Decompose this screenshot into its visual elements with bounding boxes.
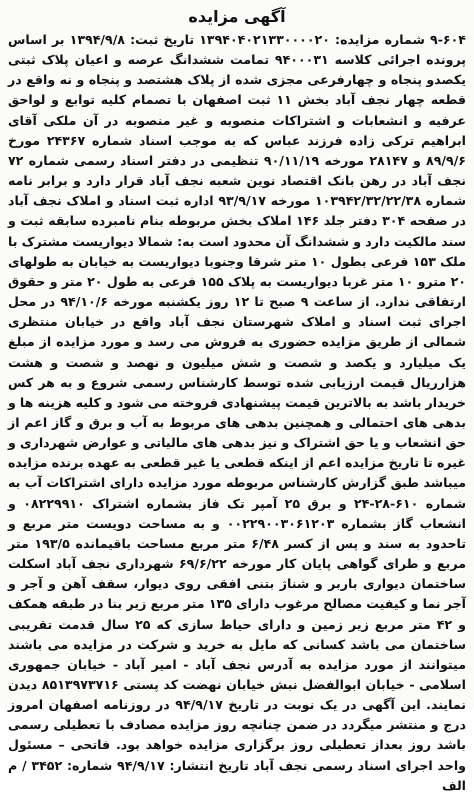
notice-title: آگهی مزایده [188,7,286,26]
notice-body: ۹-۶۰۴ شماره مزایده: ۱۳۹۴۰۴۰۲۱۳۳۰۰۰۰۲۰ تاریخ ثبت: ۱۳۹۴/۹/۸ بر اساس پرونده اجرائی کلاسه ۹۴۰۰۰۳۱ تمامت ششدانگ عرصه و اعیان پلاک ثبتی یکصدو پنجاه و چهارفرعی مجزی شده از پلاک هشتصد و پنجاه و نه واقع در قطعه چهار نجف آباد بخش ۱۱ ثبت اصفهان با تصمام کلیه توابع و لواحق عرفیه و انشعابات و اشتراکات منصوبه و غیر منصوبه در آن ملکی آقای ابراهیم ترکی زاده فرزند عباس که به موجب اسناد شماره ۲۴۳۶۷ مورخ ۸۹/۹/۶ و ۲۸۱۴۷ مورخه ۹۰/۱۱/۱۹ تنظیمی در دفتر اسناد رسمی شماره ۷۲ نجف آباد در رهن بانک اقتصاد نوین شعبه نجف آباد قرار دارد و برابر نامه شماره ۱۰۳۹۴۲/۳۲/۲۲/۳۸ مورخه ۹۳/۹/۱۷ اداره ثبت اسناد و املاک نجف آباد در صفحه ۳۰۴ دفتر جلد ۱۴۶ املاک بخش مربوطه بنام نامبرده سابقه ثبت و سند مالکیت دارد و ششدانگ آن محدود است به: شمالا دیواریست مشترک با ملک ۱۵۳ فرعی بطول ۱۰ متر شرقا وجنوبا دیواریست به خیابان به طولهای ۲۰ مترو ۱۰ متر غربا دیواریست به پلاک ۱۵۵ فرعی به طول ۲۰ متر و حقوق ارتفاقی ندارد. از ساعت ۹ صبح تا ۱۲ روز یکشنبه مورخه ۹۴/۱۰/۶ در محل اجرای ثبت اسناد و املاک شهرستان نجف آباد واقع در خیابان منتظری شمالی از طریق مزایده حضوری به فروش می رسد و مورد مزایده از مبلغ یک میلیارد و یکصد و شصت و شش میلیون و نهصد و شصت و هشت هزارریال قیمت ارزیابی شده توسط کارشناس رسمی شروع و به هر کس خریدار باشد به بالاترین قیمت پیشنهادی فروخته می شود و کلیه هزینه ها و بدهی های احتمالی و همچنین بدهی های مربوط به آب و برق و گاز اعم از حق انشعاب و یا حق اشتراک و نیز بدهی های مالیاتی و عوارض شهرداری و غیره تا تاریخ مزایده اعم از اینکه قطعی یا غیر قطعی به عهده برنده مزایده میباشد طبق گزارش کارشناس مربوطه مورد مزایده دارای اشتراکات آب به شماره ۶۱۰-۲۸-۲۴ و برق ۲۵ آمپر تک فاز بشماره اشتراک ۰۸۲۲۹۹۱۰ و انشعاب گاز بشماره ۰۰۲۲۹۰۰۳۰۶۱۲۰۳ و به مساحت دویست متر مربع و تاحدود به سند و پس از کسر ۶/۴۸ متر مربع مساحت باقیمانده ۱۹۳/۵ متر مربع و طرای گواهی پایان کار مورخه ۶۹/۶/۲۲ شهرداری نجف آباد اسکلت ساختمان دیواری باربر و شناژ بتنی افقی روی دیوار، سقف آهن و آجر و آجر نما و کیفیت مصالح مرغوب دارای ۱۳۵ متر مربع زیر بنا در طبقه همکف و ۴۲ متر مربع زیر زمین و دارای حیاط سازی که ۲۵ سال قدمت تقریبی ساختمان می باشد کسانی که مایل به خرید و شرکت در مزایده می باشند میتوانند از مورد مزایده به آدرس نجف آباد - امیر آباد - خیابان جمهوری اسلامی - خیابان ابوالفضل نبش خیابان نهضت کد پستی ۸۵۱۳۹۷۳۷۱۶ دیدن نمایند. این آگهی در یک نوبت در تاریخ ۹۴/۹/۱۷ در روزنامه اصفهان امروز درج و منتشر میگردد در ضمن چنانچه روز مزایده مصادف با تعطیلی رسمی باشد روز بعداز تعطیلی روز برگزاری مزایده خواهد بود. فاتحی – مسئول واحد اجرای اسناد رسمی نجف آباد تاریخ انتشار: ۹۴/۹/۱۷ شماره: ۳۴۵۲ / م الف [8,32,467,793]
